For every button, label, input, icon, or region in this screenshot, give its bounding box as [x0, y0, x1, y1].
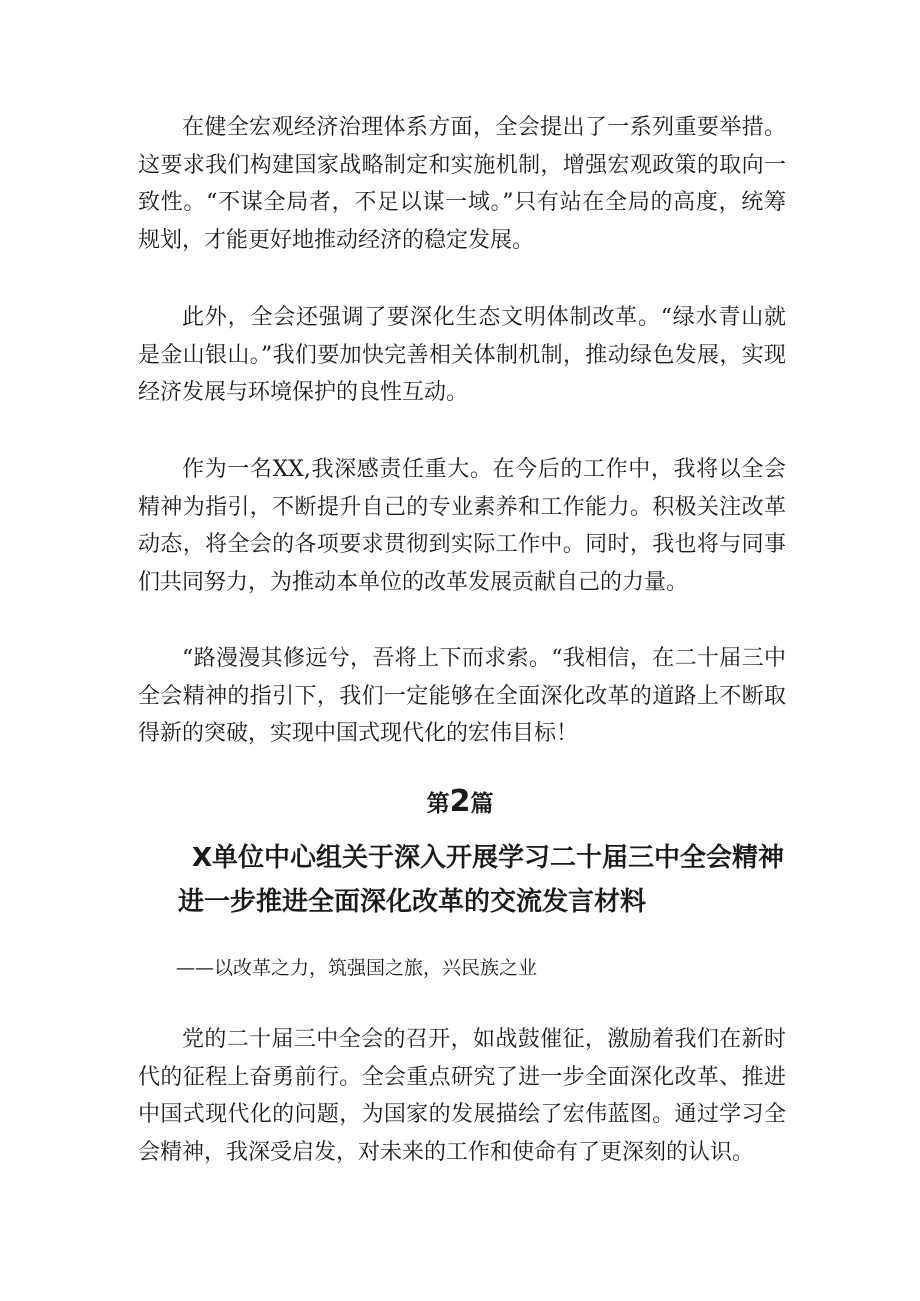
- document-subtitle: ——以改革之力，筑强国之旅，兴民族之业: [176, 957, 538, 979]
- section-prefix: 第: [426, 791, 450, 817]
- document-title: [178, 836, 798, 924]
- paragraph-macro-governance: 在健全宏观经济治理体系方面，全会提出了一系列重要举措。这要求我们构建国家战略制定和实施机制，增强宏观政策的取向一致性。“不谋全局者，不足以谋一域。”只有站在全局的高度，统筹规划，才能更好地推动经济的稳定发展。: [138, 115, 786, 253]
- paragraph-ecological-reform: 此外，全会还强调了要深化生态文明体制改革。“绿水青山就是金山银山。”我们要加快完善相关体制机制，推动绿色发展，实现经济发展与环境保护的良性互动。: [138, 305, 786, 405]
- document-title-line-2: 进一步推进全面深化改革的交流发言材料: [178, 887, 647, 917]
- document-title-line-1: X单位中心组关于深入开展学习二十届三中全会精神: [192, 843, 785, 873]
- section-heading: [0, 784, 920, 819]
- paragraph-personal-responsibility: 作为一名XX,我深感责任重大。在今后的工作中，我将以全会精神为指引，不断提升自己的专业素养和工作能力。积极关注改革动态，将全会的各项要求贯彻到实际工作中。同时，我也将与同事们共同努力，为推动本单位的改革发展贡献自己的力量。: [138, 457, 786, 595]
- section-suffix: 篇: [470, 791, 494, 817]
- paragraph-intro: 党的二十届三中全会的召开，如战鼓催征，激励着我们在新时代的征程上奋勇前行。全会重点研究了进一步全面深化改革、推进中国式现代化的问题，为国家的发展描绘了宏伟蓝图。通过学习全会精神，我深受启发，对未来的工作和使命有了更深刻的认识。: [138, 1027, 786, 1165]
- section-number: 2: [449, 784, 471, 819]
- paragraph-closing-quote: “路漫漫其修远兮，吾将上下而求索。“我相信，在二十届三中全会精神的指引下，我们一定能够在全面深化改革的道路上不断取得新的突破，实现中国式现代化的宏伟目标！: [138, 646, 786, 746]
